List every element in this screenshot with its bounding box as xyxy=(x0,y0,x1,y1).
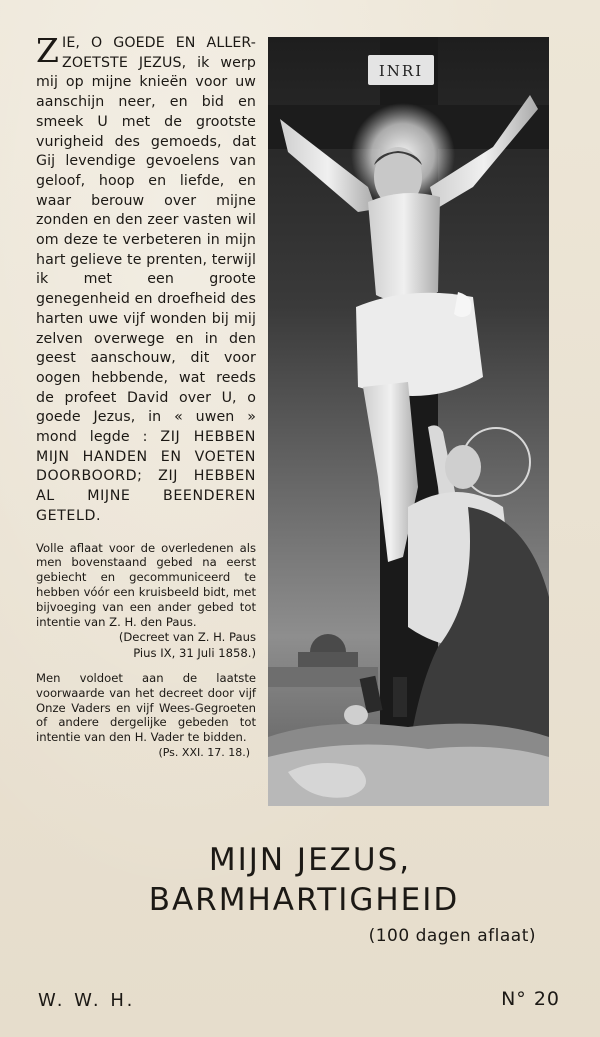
card-title-line-1: MIJN JEZUS, xyxy=(208,842,412,878)
condition-note: Men voldoet aan de laatste voorwaarde van het decreet door vijf Onze Vaders en vijf Wees-Gegroeten of andere dergelijke gebeden tot intentie van den H. Vader te bidden. xyxy=(36,671,256,744)
christ-torso xyxy=(368,193,440,303)
prayer-lead: IE, O GOEDE EN ALLER-ZOETSTE JEZUS, xyxy=(62,35,256,71)
decree-line-1: (Decreet van Z. H. Paus xyxy=(118,630,256,645)
publisher-mark: W. W. H. xyxy=(38,990,136,1011)
card-title-line-2: BARMHARTIGHEID xyxy=(148,882,460,918)
prayer-text xyxy=(36,31,256,527)
crucifixion-image xyxy=(268,37,549,806)
indulgence-text: Volle aflaat voor de overledenen als men bovenstaand gebed na eerst gebiecht en gecommuniceerd te hebben vóór een kruisbeeld bidt, met bijvoeging van een ander gebed tot intentie van Z. H. den Paus. xyxy=(36,540,256,629)
skull xyxy=(344,705,368,725)
decree-reference xyxy=(36,630,256,661)
inri-text: INRI xyxy=(378,62,424,80)
card-number: N° 20 xyxy=(501,988,560,1010)
text-column xyxy=(36,31,256,760)
psalm-reference: (Ps. XXI. 17. 18.) xyxy=(158,746,250,760)
indulgence-days: (100 dagen aflaat) xyxy=(368,926,536,946)
prayer-body: ik werp mij op mijne knieën voor uw aanschijn neer, en bid en smeek U met de grootste vurigheid des gemoeds, dat Gij levendige gevoelens van geloof, hoop en liefde, en waar berouw over mijne zonden en den zeer vasten wil om deze te verbeteren in mijn hart gelieve te prenten, terwijl ik met een groote genegenheid en droefheid des harten uwe vijf wonden bij mij zelven overwege en in den geest aanschouw, dit voor oogen hebbende, wat reeds de profeet David over U, o goede Jezus, in « uwen » mond legde : xyxy=(36,54,256,446)
decree-line-2: Pius IX, 31 Juli 1858.) xyxy=(133,645,256,660)
crucifixion-illustration xyxy=(268,37,549,806)
prayer-psalm-quote: ZIJ HEBBEN MIJN HANDEN EN VOETEN DOORBOORD; ZIJ HEBBEN AL MIJNE BEENDEREN GETELD. xyxy=(36,429,256,524)
drop-cap: Z xyxy=(36,31,60,70)
